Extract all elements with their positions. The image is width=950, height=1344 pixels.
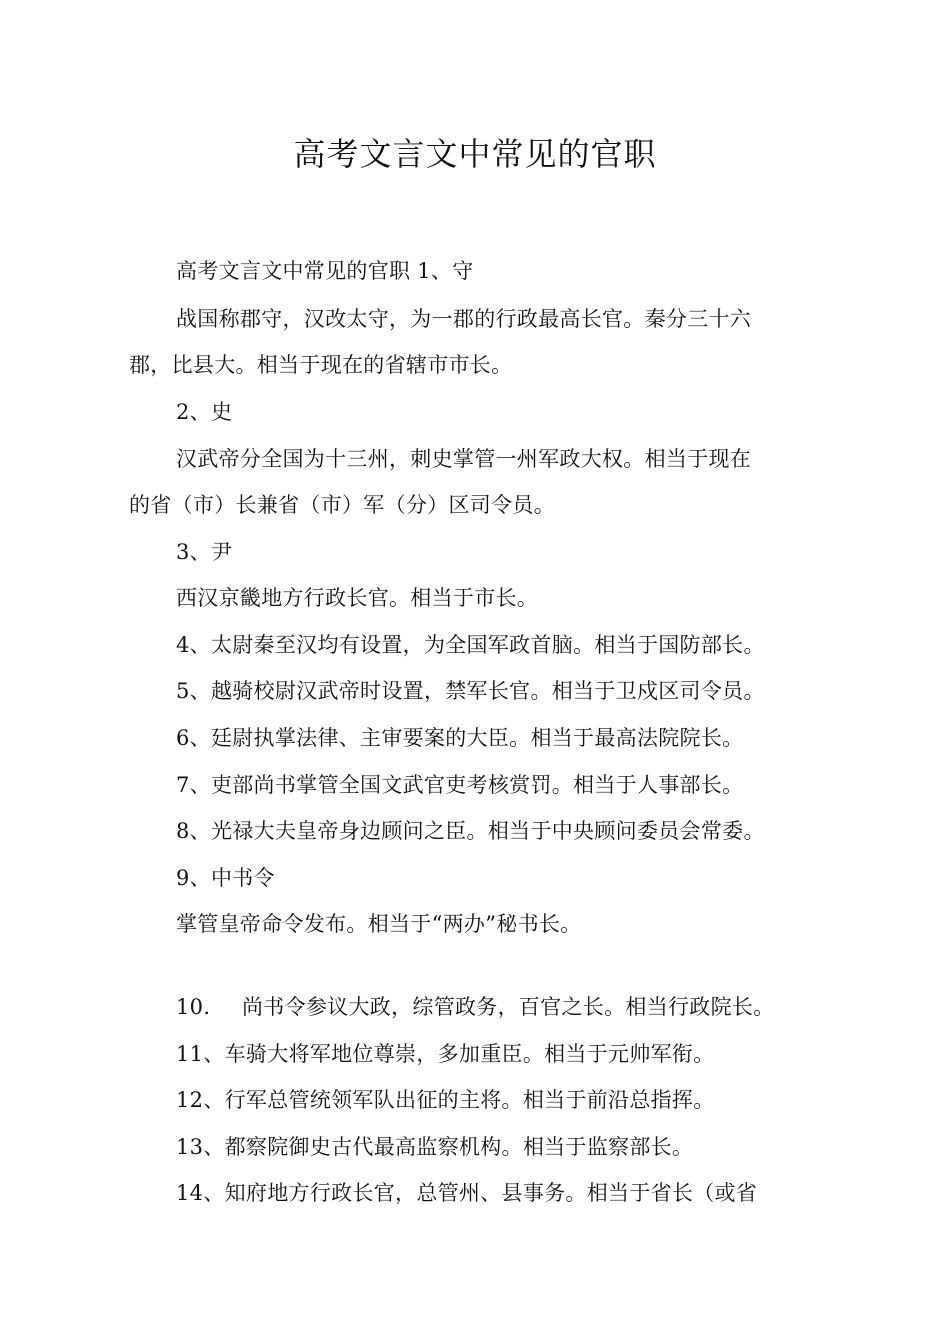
paragraph-line: 的省（市）长兼省（市）军（分）区司令员。: [129, 493, 555, 517]
paragraph-line: 4、太尉秦至汉均有设置，为全国军政首脑。相当于国防部长。: [176, 633, 765, 657]
paragraph-line: 5、越骑校尉汉武帝时设置，禁军长官。相当于卫戍区司令员。: [176, 679, 765, 703]
paragraph-line: 8、光禄大夫皇帝身边顾问之臣。相当于中央顾问委员会常委。: [176, 819, 765, 843]
paragraph-line: 高考文言文中常见的官职 1、守: [176, 259, 474, 283]
paragraph-line: 12、行军总管统领军队出征的主将。相当于前沿总指挥。: [176, 1088, 715, 1112]
paragraph-line: 3、尹: [176, 540, 233, 564]
paragraph-line: 西汉京畿地方行政长官。相当于市长。: [176, 586, 539, 610]
list-item-text: 尚书令参议大政，综管政务，百官之长。相当行政院长。: [242, 995, 775, 1019]
paragraph-line: 郡，比县大。相当于现在的省辖市市长。: [129, 353, 513, 377]
paragraph-line: 7、吏部尚书掌管全国文武官吏考核赏罚。相当于人事部长。: [176, 773, 744, 797]
list-item-number: 10.: [176, 995, 211, 1019]
paragraph-line: 2、史: [176, 400, 233, 424]
paragraph-line: 6、廷尉执掌法律、主审要案的大臣。相当于最高法院院长。: [176, 726, 744, 750]
paragraph-line: 11、车骑大将军地位尊崇，多加重臣。相当于元帅军衔。: [176, 1042, 715, 1066]
paragraph-line: 战国称郡守，汉改太守，为一郡的行政最高长官。秦分三十六: [176, 307, 752, 331]
paragraph-line: 14、知府地方行政长官，总管州、县事务。相当于省长（或省: [176, 1181, 758, 1205]
paragraph-line: 汉武帝分全国为十三州，刺史掌管一州军政大权。相当于现在: [176, 447, 752, 471]
paragraph-line: 13、都察院御史古代最高监察机构。相当于监察部长。: [176, 1135, 694, 1159]
paragraph-line: 掌管皇帝命令发布。相当于“两办”秘书长。: [176, 912, 582, 936]
page-title: 高考文言文中常见的官职: [293, 135, 657, 173]
paragraph-line: 9、中书令: [176, 866, 275, 890]
